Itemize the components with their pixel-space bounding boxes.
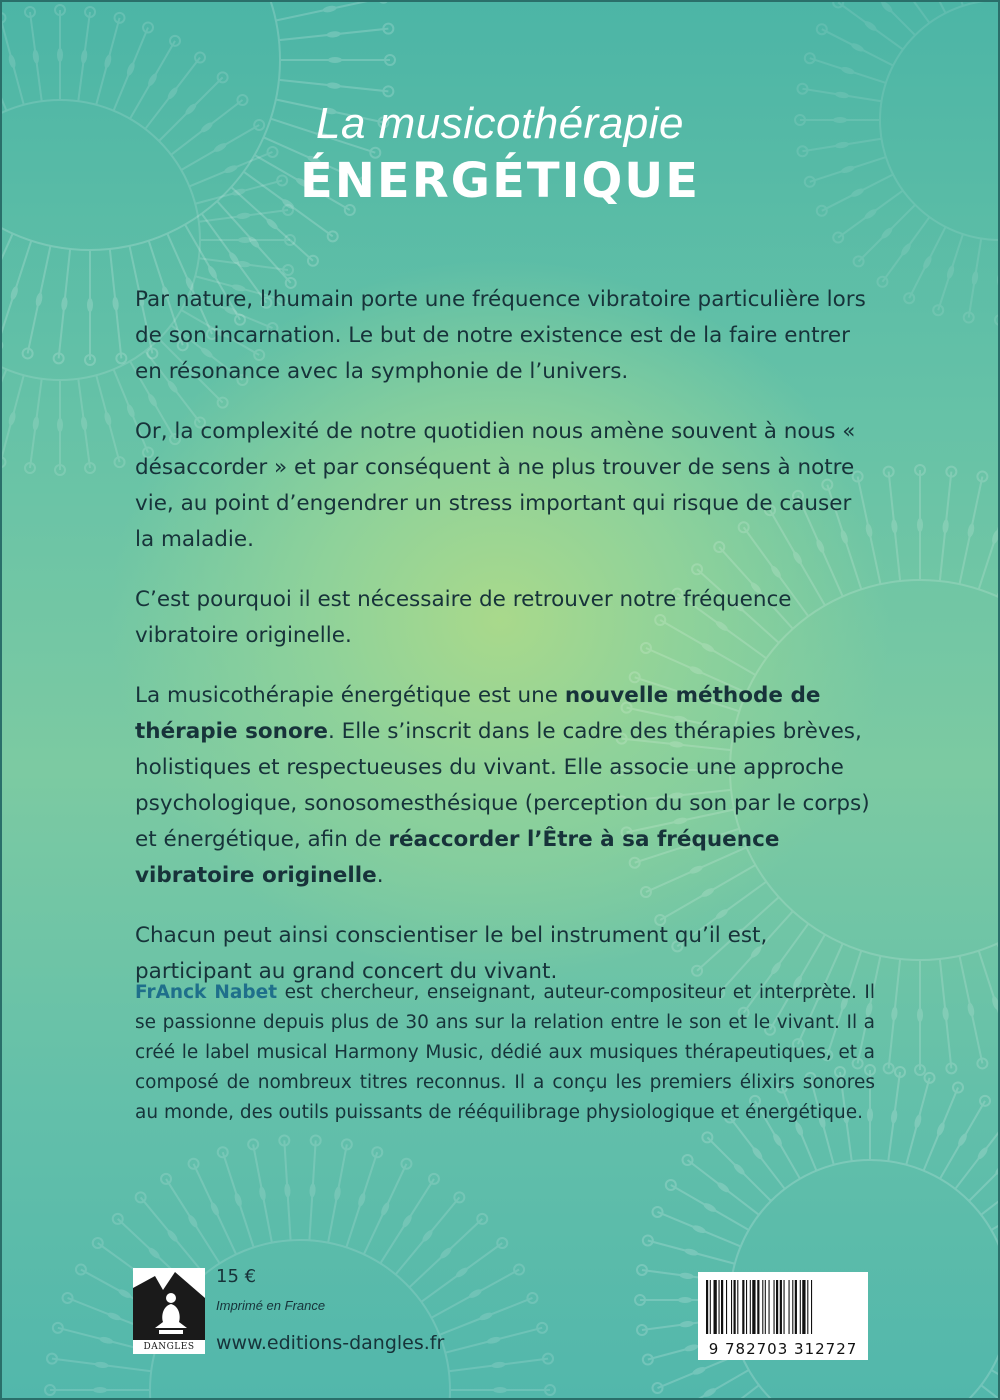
publisher-name: DANGLES bbox=[133, 1339, 205, 1354]
barcode-icon bbox=[698, 1272, 868, 1338]
emphasis-text: nouvelle méthode de thérapie sonore bbox=[135, 683, 821, 744]
description-paragraph bbox=[135, 414, 875, 558]
title-line-2: ÉNERGÉTIQUE bbox=[299, 153, 701, 209]
cover-title bbox=[0, 98, 1000, 212]
paragraph-text: . bbox=[376, 863, 384, 888]
description-text bbox=[135, 282, 875, 1014]
paragraph-text: Or, la complexité de notre quotidien nous amène souvent à nous « désaccorder » et par conséquent à ne plus trouver de sens à notre vie, au point d’engendrer un stress important qui risque de causer la maladie. bbox=[135, 419, 856, 552]
paragraph-text: C’est pourquoi il est nécessaire de retrouver notre fréquence vibratoire originelle. bbox=[135, 587, 792, 648]
price: 15 € bbox=[216, 1266, 257, 1287]
printed-in: Imprimé en France bbox=[216, 1298, 326, 1313]
author-name: FrAnck Nabet bbox=[135, 982, 278, 1003]
title-line-1: La musicothérapie bbox=[315, 99, 685, 148]
publisher-website: www.editions-dangles.fr bbox=[216, 1332, 445, 1354]
barcode bbox=[698, 1272, 868, 1360]
description-paragraph bbox=[135, 282, 875, 390]
paragraph-text: La musicothérapie énergétique est une bbox=[135, 683, 565, 708]
isbn-number: 9 782703 312727 bbox=[708, 1340, 858, 1358]
description-paragraph bbox=[135, 582, 875, 654]
author-bio bbox=[135, 978, 875, 1128]
meditating-figure-icon bbox=[133, 1268, 205, 1340]
paragraph-text: Chacun peut ainsi conscientiser le bel instrument qu’il est, participant au grand concert du vivant. bbox=[135, 923, 768, 984]
author-bio-text: est chercheur, enseignant, auteur-compositeur et interprète. Il se passionne depuis plus de 30 ans sur la relation entre le son et le vivant. Il a créé le label musical Harmony Music, dédié aux musiques thérapeutiques, et a composé de nombreux titres reconnus. Il a conçu les premiers élixirs sonores au monde, des outils puissants de rééquilibrage physiologique et énergétique. bbox=[135, 982, 875, 1123]
description-paragraph bbox=[135, 678, 875, 894]
paragraph-text: Par nature, l’humain porte une fréquence vibratoire particulière lors de son incarnation. Le but de notre existence est de la faire entrer en résonance avec la symphonie de l’univers. bbox=[135, 287, 866, 384]
emphasis-text: réaccorder l’Être à sa fréquence vibratoire originelle bbox=[135, 827, 780, 888]
publisher-logo bbox=[133, 1268, 205, 1354]
paragraph-text: . Elle s’inscrit dans le cadre des thérapies brèves, holistiques et respectueuses du vivant. Elle associe une approche psychologique, sonosomesthésique (perception du son par le corps) et énergétique, afin de bbox=[135, 719, 870, 852]
